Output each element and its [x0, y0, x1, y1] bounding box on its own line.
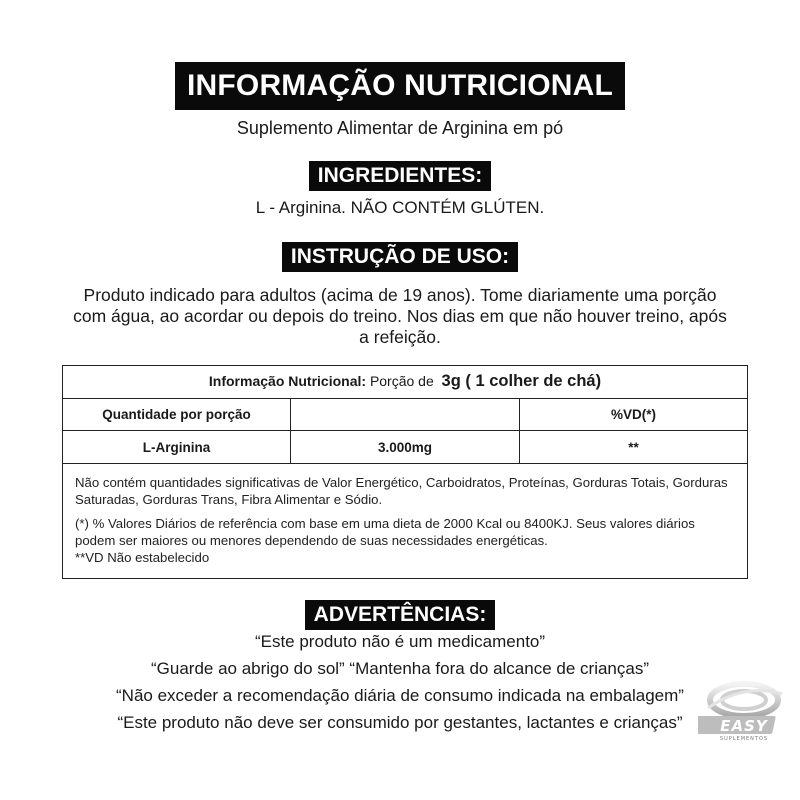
logo-tagline: SUPLEMENTOS — [719, 736, 769, 742]
title-banner — [0, 62, 800, 110]
nutrition-table — [62, 365, 748, 579]
ingredients-text: L - Arginina. NÃO CONTÉM GLÚTEN. — [255, 198, 545, 217]
nutrition-table-header — [63, 366, 747, 399]
page-title: INFORMAÇÃO NUTRICIONAL — [175, 62, 625, 110]
nutrient-vd: ** — [628, 439, 639, 455]
ingredients-heading: INGREDIENTES: — [309, 161, 492, 191]
nutrition-notes — [75, 474, 735, 573]
warning-line: “Guarde ao abrigo do sol” “Mantenha fora do alcance de crianças” — [150, 659, 649, 678]
instructions-heading: INSTRUÇÃO DE USO: — [282, 242, 518, 272]
warning-line: “Este produto não deve ser consumido por gestantes, lactantes e crianças” — [117, 713, 683, 732]
instructions-text: Produto indicado para adultos (acima de 19 anos). Tome diariamente uma porção com água, ao acordar ou depois do treino. Nos dias em que não houver treino, após a refeição. — [73, 285, 727, 347]
warnings-heading: ADVERTÊNCIAS: — [305, 600, 496, 630]
table-column-headers — [63, 399, 747, 431]
instructions-banner — [0, 242, 800, 272]
note-vd-not-established: **VD Não estabelecido — [75, 550, 210, 565]
column-header-amount — [291, 399, 520, 430]
nutrition-label: Informação Nutricional: — [208, 373, 367, 389]
logo-name: EASY — [720, 717, 768, 735]
portion-value: 3g ( 1 colher de chá) — [441, 372, 602, 390]
column-header-quantity: Quantidade por porção — [63, 399, 291, 430]
nutrient-name: L-Arginina — [63, 431, 291, 463]
table-row — [63, 431, 747, 464]
column-header-vd: %VD(*) — [610, 407, 656, 422]
easy-suplementos-logo-icon — [698, 678, 790, 744]
note-daily-values: (*) % Valores Diários de referência com base em uma dieta de 2000 Kcal ou 8400KJ. Seus valores diários podem ser maiores ou menores dependendo de suas necessidades energéticas. — [75, 516, 695, 548]
warning-line: “Não exceder a recomendação diária de consumo indicada na embalagem” — [116, 686, 684, 705]
warning-line: “Este produto não é um medicamento” — [254, 632, 546, 651]
ingredients-banner — [0, 161, 800, 191]
portion-label: Porção de — [369, 373, 434, 389]
note-not-significant: Não contém quantidades significativas de Valor Energético, Carboidratos, Proteínas, Gorduras Totais, Gorduras Saturadas, Gorduras Trans, Fibra Alimentar e Sódio. — [75, 475, 728, 507]
warnings-banner — [0, 600, 800, 630]
nutrient-amount: 3.000mg — [291, 431, 520, 463]
subtitle: Suplemento Alimentar de Arginina em pó — [236, 118, 564, 138]
